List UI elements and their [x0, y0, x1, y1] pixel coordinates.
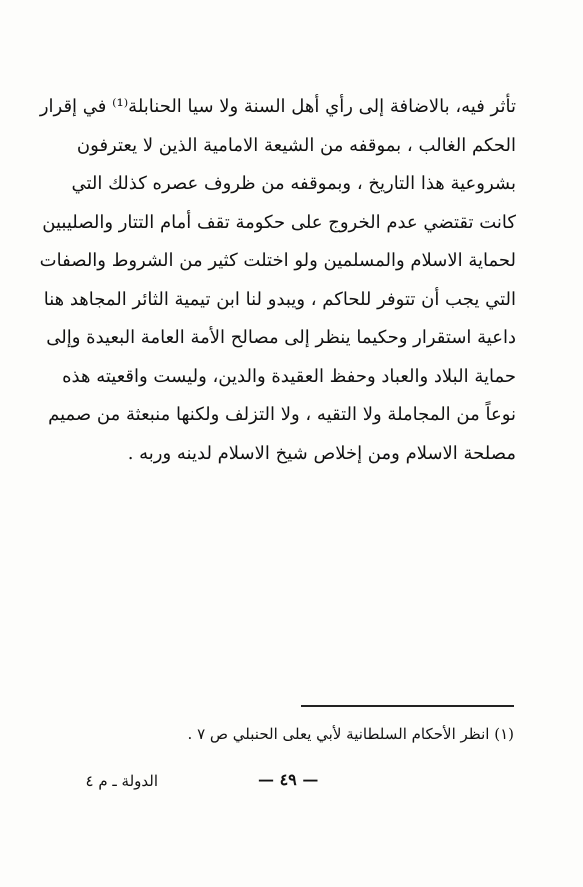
text-line-3: بشروعية هذا التاريخ ، وبموقفه من ظروف عصره كذلك التي [71, 173, 516, 194]
page-number: — ٤٩ — [258, 770, 319, 789]
text-line-4: كانت تقتضي عدم الخروج على حكومة تقف أمام التتار والصليبين [42, 211, 516, 233]
text-line-8: حماية البلاد والعباد وحفظ العقيدة والدين، وليست واقعيته هذه [62, 365, 516, 387]
text-line-7: داعية استقرار وحكيما ينظر إلى مصالح الأمة العامة البعيدة وإلى [46, 327, 516, 348]
text-line-2: الحكم الغالب ، بموقفه من الشيعة الامامية الذين لا يعترفون [76, 134, 516, 156]
body-paragraph [39, 88, 516, 473]
text-line-9: نوعاً من المجاملة ولا التقيه ، ولا التزلف ولكنها منبعثة من صميم [48, 404, 516, 425]
text-line-6: التي يجب أن تتوفر للحاكم ، ويبدو لنا ابن تيمية الثائر المجاهد هنا [43, 288, 516, 310]
footnote: (١) انظر الأحكام السلطانية لأبي يعلى الحنبلي ص ٧ . [187, 725, 514, 743]
text-line-1: تأثر فيه، بالاضافة إلى رأي أهل السنة ولا سيا الحنابلة⁽¹⁾ في إقرار [39, 96, 516, 117]
footnote-divider [301, 705, 514, 707]
text-line-10: مصلحة الاسلام ومن إخلاص شيخ الاسلام لدينه وربه . [127, 442, 516, 464]
text-line-5: لحماية الاسلام والمسلمين ولو اختلت كثير من الشروط والصفات [39, 250, 516, 271]
signature-mark: الدولة ـ م ٤ [85, 772, 158, 790]
